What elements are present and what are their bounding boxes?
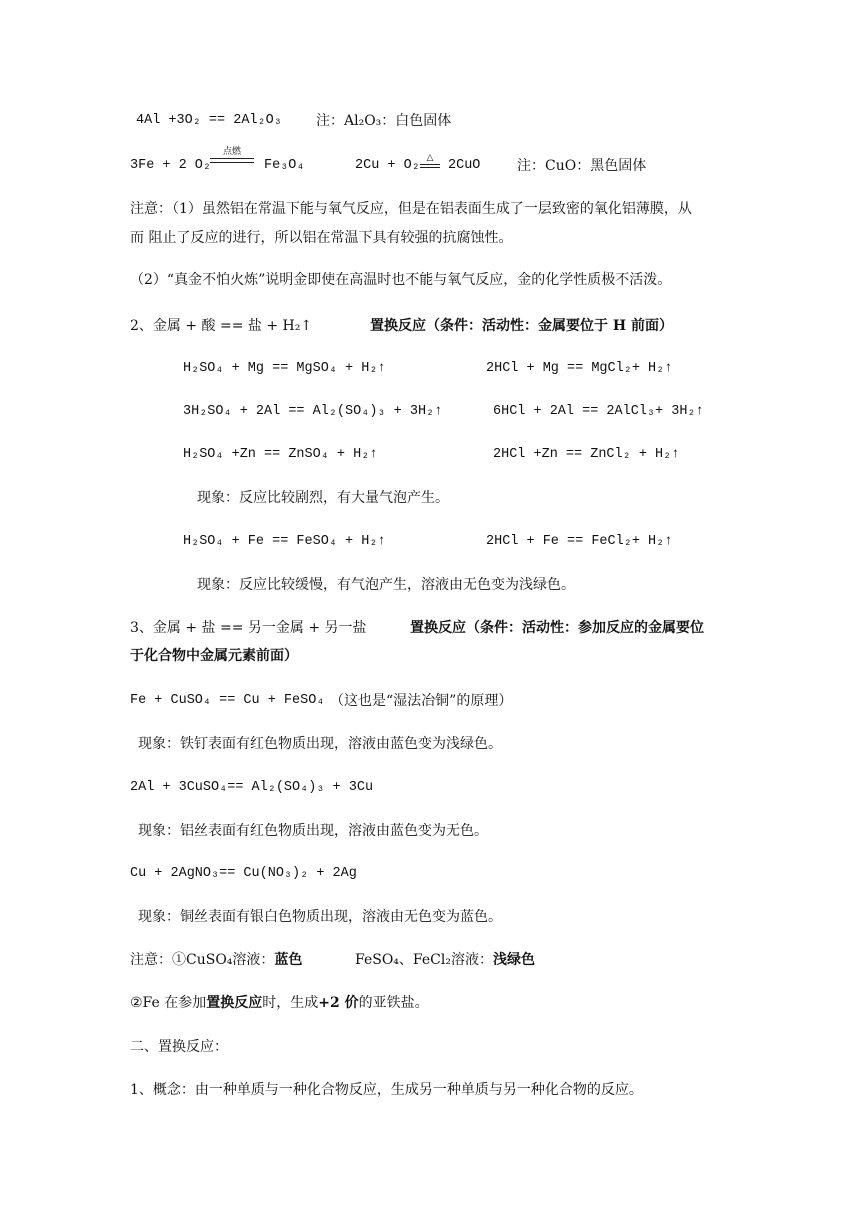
equation-cu-o2-left: 2Cu + O₂ bbox=[355, 158, 420, 173]
phenomenon-al-wire: 现象：铝丝表面有红色物质出现，溶液由蓝色变为无色。 bbox=[138, 823, 488, 839]
notice-fe-salts bbox=[355, 951, 535, 970]
notice-l2-a: ②Fe 在参加 bbox=[130, 995, 207, 1011]
reaction-fe-cuso4-note: （这也是“湿法冶铜”的原理） bbox=[330, 693, 513, 709]
reaction-al-cuso4: 2Al + 3CuSO₄== Al₂(SO₄)₃ + 3Cu bbox=[130, 780, 374, 795]
reaction-h2so4-fe: H₂SO₄ + Fe == FeSO₄ + H₂↑ bbox=[183, 534, 386, 549]
notice-l2-c: 时，生成 bbox=[262, 995, 319, 1011]
notice-blue: 蓝色 bbox=[274, 952, 303, 968]
section-displacement-title: 二、置换反应： bbox=[130, 1039, 228, 1055]
equation-al-o2: 4Al +3O₂ == 2Al₂O₃ bbox=[136, 113, 282, 128]
equals-bar bbox=[420, 164, 440, 168]
notice-l2-d: +2 价 bbox=[318, 995, 359, 1011]
phenomenon-cu-wire: 现象：铜丝表面有银白色物质出现，溶液由无色变为蓝色。 bbox=[138, 909, 502, 925]
reaction-hcl-mg: 2HCl + Mg == MgCl₂+ H₂↑ bbox=[486, 361, 673, 376]
notice-fe-salts-label: FeSO₄、FeCl₂溶液： bbox=[355, 952, 493, 968]
condition-ignite bbox=[210, 144, 254, 163]
equation-cu-o2-right: 2CuO bbox=[448, 158, 481, 173]
notice-l2-e: 的亚铁盐。 bbox=[358, 995, 429, 1011]
reaction-h2so4-al: 3H₂SO₄ + 2Al == Al₂(SO₄)₃ + 3H₂↑ bbox=[183, 404, 443, 419]
section2-condition bbox=[370, 317, 673, 336]
equation-fe-o2-right: Fe₃O₄ bbox=[264, 158, 305, 173]
heat-triangle-icon: △ bbox=[426, 153, 434, 163]
note-gold: （2）“真金不怕火炼”说明金即使在高温时也不能与氧气反应，金的化学性质极不活泼。 bbox=[130, 272, 672, 288]
concept-definition: 1、概念：由一种单质与一种化合物反应，生成另一种单质与另一种化合物的反应。 bbox=[130, 1082, 643, 1098]
section3-condition-line1 bbox=[410, 619, 704, 638]
condition-heat bbox=[420, 153, 440, 168]
section3-title: 3、金属 + 盐 == 另一金属 + 另一盐 bbox=[130, 620, 367, 636]
notice-light-green: 浅绿色 bbox=[492, 952, 535, 968]
condition-ignite-label: 点燃 bbox=[222, 147, 241, 157]
section3-condition-text1: 置换反应（条件：活动性：参加反应的金属要位 bbox=[410, 620, 704, 636]
reaction-hcl-fe: 2HCl + Fe == FeCl₂+ H₂↑ bbox=[486, 534, 673, 549]
note-cuo: 注：CuO：黑色固体 bbox=[517, 158, 647, 174]
reaction-hcl-zn: 2HCl +Zn == ZnCl₂ + H₂↑ bbox=[493, 447, 680, 462]
note-al2o3: 注：Al₂O₃：白色固体 bbox=[316, 113, 452, 129]
note-aluminum-line2: 而 阻止了反应的进行，所以铝在常温下具有较强的抗腐蚀性。 bbox=[130, 230, 513, 246]
equation-fe-o2-left: 3Fe + 2 O₂ bbox=[130, 158, 212, 173]
equals-bar bbox=[210, 158, 254, 163]
notice-l2-b: 置换反应 bbox=[206, 995, 263, 1011]
phenomenon-iron-nail: 现象：铁钉表面有红色物质出现，溶液由蓝色变为浅绿色。 bbox=[138, 736, 502, 752]
section3-condition-line2 bbox=[130, 647, 298, 666]
reaction-cu-agno3: Cu + 2AgNO₃== Cu(NO₃)₂ + 2Ag bbox=[130, 866, 357, 881]
section2-title: 2、金属 + 酸 == 盐 + H₂↑ bbox=[130, 318, 313, 334]
notice-line2 bbox=[130, 994, 429, 1013]
phenomenon-slow: 现象：反应比较缓慢，有气泡产生，溶液由无色变为浅绿色。 bbox=[197, 577, 575, 593]
phenomenon-vigorous: 现象：反应比较剧烈，有大量气泡产生。 bbox=[197, 490, 449, 506]
note-aluminum-line1: 注意：（1）虽然铝在常温下能与氧气反应，但是在铝表面生成了一层致密的氧化铝薄膜，从 bbox=[130, 201, 692, 217]
reaction-fe-cuso4: Fe + CuSO₄ == Cu + FeSO₄ bbox=[130, 693, 325, 708]
reaction-h2so4-zn: H₂SO₄ +Zn == ZnSO₄ + H₂↑ bbox=[183, 447, 378, 462]
section3-condition-text2: 于化合物中金属元素前面） bbox=[130, 648, 298, 664]
section2-condition-text: 置换反应（条件：活动性：金属要位于 H 前面） bbox=[370, 318, 673, 334]
notice-line1 bbox=[130, 951, 302, 970]
reaction-h2so4-mg: H₂SO₄ + Mg == MgSO₄ + H₂↑ bbox=[183, 361, 386, 376]
notice-cuso4-label: 注意：①CuSO₄溶液： bbox=[130, 952, 275, 968]
reaction-hcl-al: 6HCl + 2Al == 2AlCl₃+ 3H₂↑ bbox=[493, 404, 704, 419]
